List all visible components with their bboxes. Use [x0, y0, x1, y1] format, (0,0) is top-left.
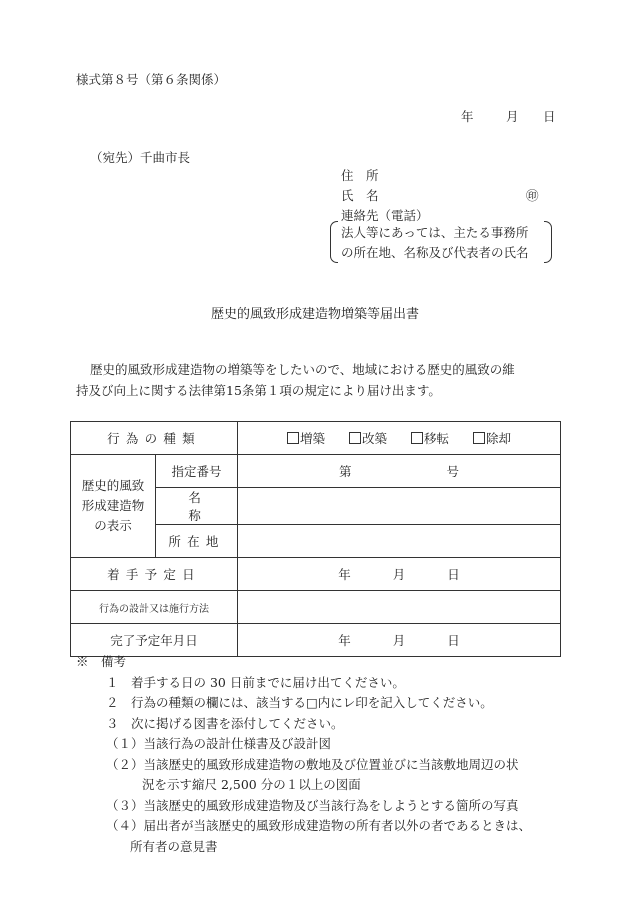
address-label: 住 所 — [341, 168, 379, 183]
row-start-date — [71, 558, 561, 591]
note-item: （１）当該行為の設計仕様書及び設計図 — [106, 736, 332, 751]
designation-no-field[interactable]: 第 号 — [238, 455, 561, 488]
start-date-field[interactable]: 年 月 日 — [238, 558, 561, 591]
seal-mark: ㊞ — [526, 188, 539, 203]
completion-date-label: 完了予定年月日 — [71, 624, 238, 657]
building-name-field[interactable] — [238, 488, 561, 525]
contact-label: 連絡先（電話） — [341, 208, 429, 223]
right-bracket — [544, 221, 552, 263]
note-item: ２ 行為の種類の欄には、該当する□内にレ印を記入してください。 — [106, 695, 493, 710]
addressee: （宛先）千曲市長 — [90, 150, 191, 165]
checkbox-icon[interactable] — [287, 432, 299, 444]
intro-line2: 持及び向上に関する法律第15条第１項の規定により届け出ます。 — [76, 383, 441, 398]
note-item: 所有者の意見書 — [130, 838, 218, 854]
checkbox-icon[interactable] — [473, 432, 485, 444]
designation-no-label: 指定番号 — [156, 455, 238, 488]
option-iten[interactable]: 移転 — [411, 429, 449, 447]
building-display-label: 歴史的風致 形成建造物 の表示 — [71, 455, 156, 558]
name-label: 氏 名 — [341, 188, 379, 203]
note-item: （２）当該歴史的風致形成建造物の敷地及び位置並びに当該敷地周辺の状 — [106, 756, 519, 772]
note-item: ３ 次に掲げる図書を添付してください。 — [106, 715, 344, 731]
checkbox-icon[interactable] — [349, 432, 361, 444]
row-designation — [71, 455, 561, 488]
option-jokyaku[interactable]: 除却 — [473, 429, 511, 447]
corporate-note-line2: の所在地、名称及び代表者の氏名 — [341, 245, 529, 260]
row-act-type — [71, 422, 561, 455]
option-zochiku[interactable]: 増築 — [287, 429, 325, 447]
checkbox-icon[interactable] — [411, 432, 423, 444]
intro-line1: 歴史的風致形成建造物の増築等をしたいので、地域における歴史的風致の維 — [90, 362, 515, 377]
date-day-label: 日 — [543, 109, 556, 124]
design-method-field[interactable] — [238, 591, 561, 624]
left-bracket — [330, 221, 338, 263]
completion-date-field[interactable]: 年 月 日 — [238, 624, 561, 657]
note-item: （３）当該歴史的風致形成建造物及び当該行為をしようとする箇所の写真 — [106, 797, 519, 813]
form-number: 様式第８号（第６条関係） — [76, 72, 227, 87]
notification-table — [70, 421, 561, 657]
row-design-method — [71, 591, 561, 624]
corporate-note — [330, 221, 552, 263]
note-item: １ 着手する日の 30 日前までに届け出てください。 — [106, 674, 405, 690]
act-type-options — [238, 422, 561, 455]
notes-heading: ※ 備考 — [76, 654, 127, 669]
date-month-label: 月 — [506, 109, 519, 124]
option-kaichiku[interactable]: 改築 — [349, 429, 387, 447]
date-year-label: 年 — [461, 109, 474, 124]
start-date-label: 着手予定日 — [71, 558, 238, 591]
document-title: 歴史的風致形成建造物増築等届出書 — [210, 307, 419, 322]
note-item: （４）届出者が当該歴史的風致形成建造物の所有者以外の者であるときは、 — [106, 818, 532, 833]
location-label: 所在地 — [156, 525, 238, 558]
note-item: 況を示す縮尺 2,500 分の１以上の図面 — [142, 777, 361, 792]
building-name-label: 名称 — [156, 488, 238, 525]
notes-section — [76, 652, 531, 857]
corporate-note-line1: 法人等にあっては、主たる事務所 — [341, 225, 529, 240]
act-type-label: 行為の種類 — [71, 422, 238, 455]
location-field[interactable] — [238, 525, 561, 558]
design-method-label: 行為の設計又は施行方法 — [71, 591, 238, 624]
